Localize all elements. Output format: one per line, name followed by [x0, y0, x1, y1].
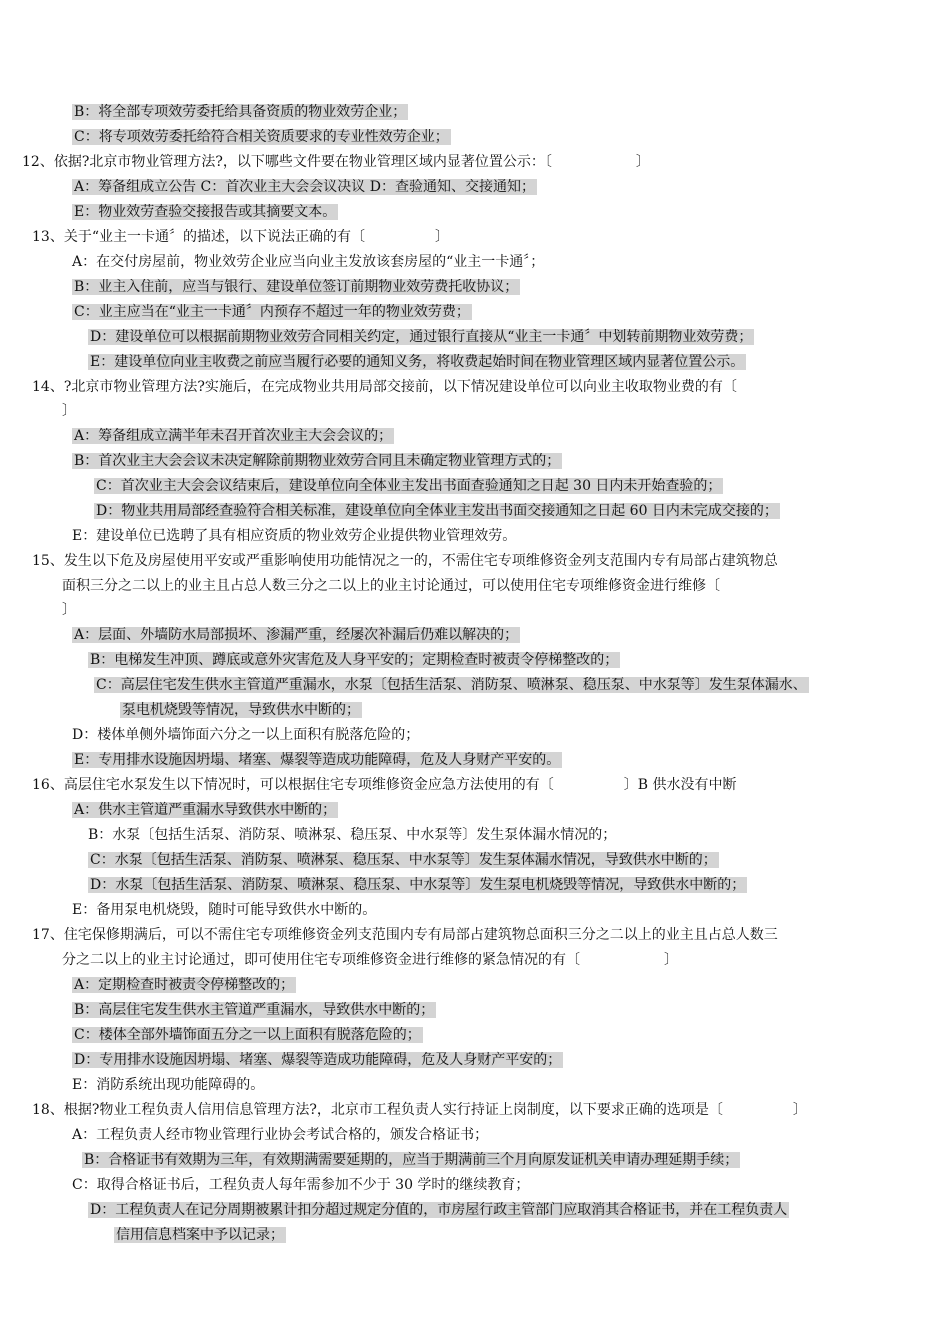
- line-text: E：备用泵电机烧毁，随时可能导致供水中断的。: [72, 902, 377, 918]
- highlighted-text: D：专用排水设施因坍塌、堵塞、爆裂等造成功能障碍，危及人身财产平安的；: [74, 1052, 562, 1068]
- highlighted-text: A：筹备组成立满半年未召开首次业主大会会议的；: [74, 428, 393, 444]
- line-text: 16、高层住宅水泵发生以下情况时，可以根据住宅专项维修资金应急方法使用的有〔 〕B 供水没有中断: [32, 777, 737, 793]
- line-text: C：取得合格证书后，工程负责人每年需参加不少于 30 学时的继续教育；: [72, 1177, 530, 1193]
- highlighted-text: A：供水主管道严重漏水导致供水中断的；: [74, 802, 337, 818]
- text-line: [72, 426, 394, 448]
- highlighted-text: C：将专项效劳委托给符合相关资质要求的专业性效劳企业；: [74, 129, 449, 145]
- text-line: [32, 551, 778, 573]
- text-line: [88, 650, 620, 672]
- line-text: 〕: [62, 602, 76, 618]
- text-line: [72, 451, 562, 473]
- line-text: 18、根据?物业工程负责人信用信息管理方法?，北京市工程负责人实行持证上岗制度，以下要求正确的选项是〔 〕: [32, 1102, 807, 1118]
- text-line: [114, 1225, 286, 1247]
- highlighted-text: 信用信息档案中予以记录；: [116, 1227, 284, 1243]
- text-line: [22, 152, 650, 174]
- text-line: [72, 302, 472, 324]
- text-line: [32, 1100, 807, 1122]
- highlighted-text: B：高层住宅发生供水主管道严重漏水，导致供水中断的；: [74, 1002, 435, 1018]
- text-line: [72, 975, 296, 997]
- text-line: [32, 227, 449, 249]
- text-line: [88, 352, 746, 374]
- text-line: [72, 277, 520, 299]
- highlighted-text: B：合格证书有效期为三年，有效期满需要延期的，应当于期满前三个月向原发证机关申请办理延期手续；: [84, 1152, 739, 1168]
- text-line: [72, 625, 520, 647]
- text-line: [72, 1025, 423, 1047]
- line-text: 面积三分之二以上的业主且占总人数三分之二以上的业主讨论通过，可以使用住宅专项维修资金进行维修〔: [62, 578, 720, 594]
- line-text: A：在交付房屋前，物业效劳企业应当向业主发放该套房屋的“业主一卡通〞；: [72, 254, 545, 270]
- line-text: B：水泵〔包括生活泵、消防泵、喷淋泵、稳压泵、中水泵等〕发生泵体漏水情况的；: [88, 827, 617, 843]
- text-line: [88, 850, 719, 872]
- line-text: 12、依据?北京市物业管理方法?，以下哪些文件要在物业管理区域内显著位置公示：〔 〕: [22, 154, 650, 170]
- text-line: [32, 925, 778, 947]
- line-text: 分之二以上的业主讨论通过，即可使用住宅专项维修资金进行维修的紧急情况的有〔 〕: [62, 952, 678, 968]
- highlighted-text: C：首次业主大会会议结束后，建设单位向全体业主发出书面查验通知之日起 30 日内未开始查验的；: [96, 478, 722, 494]
- text-line: [72, 252, 544, 274]
- highlighted-text: B：首次业主大会会议未决定解除前期物业效劳合同且未确定物业管理方式的；: [74, 453, 561, 469]
- text-line: [72, 1075, 264, 1097]
- text-line: [72, 1000, 436, 1022]
- highlighted-text: C：高层住宅发生供水主管道严重漏水，水泵〔包括生活泵、消防泵、喷淋泵、稳压泵、中水泵等〕发生泵体漏水、: [96, 677, 807, 693]
- highlighted-text: B：电梯发生冲顶、蹲底或意外灾害危及人身平安的；定期检查时被责令停梯整改的；: [90, 652, 619, 668]
- text-line: [94, 675, 809, 697]
- text-line: [88, 327, 754, 349]
- highlighted-text: D：工程负责人在记分周期被累计扣分超过规定分值的，市房屋行政主管部门应取消其合格证书，并在工程负责人: [90, 1202, 788, 1218]
- text-line: [120, 700, 362, 722]
- text-line: [72, 1175, 529, 1197]
- highlighted-text: A：定期检查时被责令停梯整改的；: [74, 977, 295, 993]
- text-line: [32, 775, 737, 797]
- highlighted-text: A：层面、外墙防水局部损坏、渗漏严重，经屡次补漏后仍难以解决的；: [74, 627, 519, 643]
- line-text: D：楼体单侧外墙饰面六分之一以上面积有脱落危险的；: [72, 727, 420, 743]
- text-line: [72, 202, 338, 224]
- text-line: [62, 600, 76, 622]
- text-line: [94, 501, 780, 523]
- text-line: [72, 750, 562, 772]
- line-text: E：消防系统出现功能障碍的。: [72, 1077, 265, 1093]
- line-text: E：建设单位已选聘了具有相应资质的物业效劳企业提供物业管理效劳。: [72, 528, 517, 544]
- text-line: [94, 476, 723, 498]
- text-line: [72, 900, 376, 922]
- highlighted-text: E：物业效劳查验交接报告或其摘要文本。: [74, 204, 337, 220]
- highlighted-text: C：业主应当在“业主一卡通〞内预存不超过一年的物业效劳费；: [74, 304, 470, 320]
- text-line: [88, 1200, 789, 1222]
- text-line: [72, 177, 537, 199]
- text-line: [62, 401, 76, 423]
- text-line: [88, 825, 616, 847]
- line-text: A：工程负责人经市物业管理行业协会考试合格的，颁发合格证书；: [72, 1127, 489, 1143]
- highlighted-text: A：筹备组成立公告 C：首次业主大会会议决议 D：查验通知、交接通知；: [74, 179, 535, 195]
- line-text: 15、发生以下危及房屋使用平安或严重影响使用功能情况之一的，不需住宅专项维修资金列支范围内专有局部占建筑物总: [32, 553, 778, 569]
- highlighted-text: 泵电机烧毁等情况，导致供水中断的；: [122, 702, 360, 718]
- line-text: 〕: [62, 403, 76, 419]
- highlighted-text: E：专用排水设施因坍塌、堵塞、爆裂等造成功能障碍，危及人身财产平安的。: [74, 752, 561, 768]
- highlighted-text: B：将全部专项效劳委托给具备资质的物业效劳企业；: [74, 104, 407, 120]
- line-text: 17、住宅保修期满后，可以不需住宅专项维修资金列支范围内专有局部占建筑物总面积三分之二以上的业主且占总人数三: [32, 927, 778, 943]
- text-line: [82, 1150, 740, 1172]
- highlighted-text: C：楼体全部外墙饰面五分之一以上面积有脱落危险的；: [74, 1027, 421, 1043]
- text-line: [62, 576, 720, 598]
- text-line: [72, 127, 451, 149]
- line-text: 14、?北京市物业管理方法?实施后，在完成物业共用局部交接前，以下情况建设单位可以向业主收取物业费的有〔: [32, 379, 737, 395]
- highlighted-text: D：水泵〔包括生活泵、消防泵、喷淋泵、稳压泵、中水泵等〕发生泵电机烧毁等情况，导致供水中断的；: [90, 877, 746, 893]
- highlighted-text: D：物业共用局部经查验符合相关标准，建设单位向全体业主发出书面交接通知之日起 60 日内未完成交接的；: [96, 503, 778, 519]
- text-line: [32, 377, 737, 399]
- highlighted-text: E：建设单位向业主收费之前应当履行必要的通知义务，将收费起始时间在物业管理区域内显著位置公示。: [90, 354, 745, 370]
- text-line: [72, 800, 338, 822]
- text-line: [72, 1050, 563, 1072]
- line-text: 13、关于“业主一卡通〞的描述，以下说法正确的有〔 〕: [32, 229, 449, 245]
- text-line: [72, 1125, 488, 1147]
- text-line: [72, 725, 419, 747]
- highlighted-text: D：建设单位可以根据前期物业效劳合同相关约定，通过银行直接从“业主一卡通〞中划转前期物业效劳费；: [90, 329, 753, 345]
- highlighted-text: C：水泵〔包括生活泵、消防泵、喷淋泵、稳压泵、中水泵等〕发生泵体漏水情况，导致供水中断的；: [90, 852, 717, 868]
- text-line: [62, 950, 678, 972]
- highlighted-text: B：业主入住前，应当与银行、建设单位签订前期物业效劳费托收协议；: [74, 279, 519, 295]
- text-line: [72, 102, 408, 124]
- text-line: [88, 875, 747, 897]
- text-line: [72, 526, 516, 548]
